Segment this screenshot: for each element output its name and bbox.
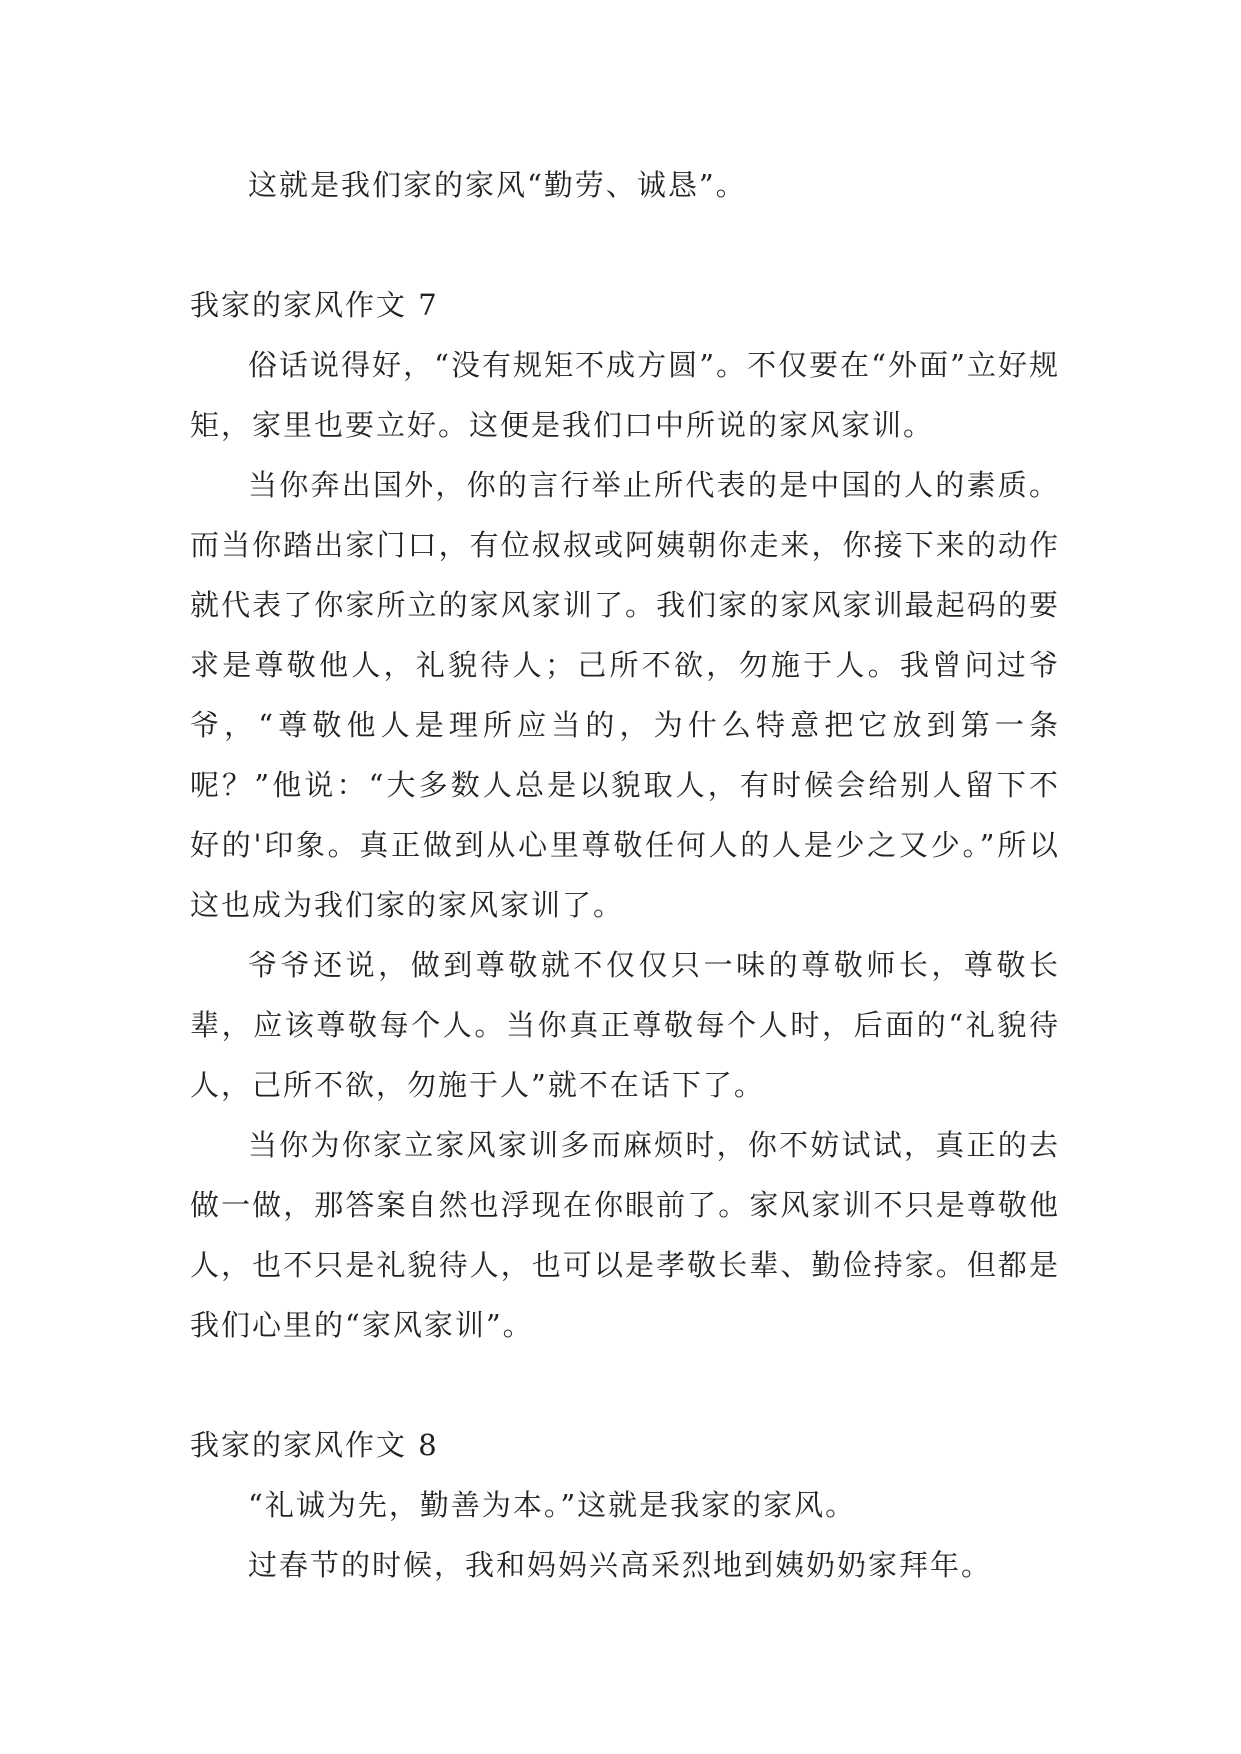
essay-8-paragraph-2: 过春节的时候，我和妈妈兴高采烈地到姨奶奶家拜年。 — [248, 1548, 993, 1582]
section-spacer — [190, 215, 1060, 275]
essay-8-paragraph-1: “礼诚为先，勤善为本。”这就是我家的家风。 — [248, 1488, 857, 1522]
essay-8-title: 我家的家风作文 8 — [190, 1428, 439, 1462]
essay-7-title: 我家的家风作文 7 — [190, 288, 439, 322]
essay-7-paragraph-4: 当你为你家立家风家训多而麻烦时，你不妨试试，真正的去做一做，那答案自然也浮现在你眼前了。家风家训不只是尊敬他人，也不只是礼貌待人，也可以是孝敬长辈、勤俭持家。但都是我们心里的“家风家训”。 — [190, 1128, 1060, 1342]
essay-7-paragraph-2: 当你奔出国外，你的言行举止所代表的是中国的人的素质。而当你踏出家门口，有位叔叔或阿姨朝你走来，你接下来的动作就代表了你家所立的家风家训了。我们家的家风家训最起码的要求是尊敬他人，礼貌待人；己所不欲，勿施于人。我曾问过爷爷，“尊敬他人是理所应当的，为什么特意把它放到第一条呢？”他说：“大多数人总是以貌取人，有时候会给别人留下不好的'印象。真正做到从心里尊敬任何人的人是少之又少。”所以这也成为我们家的家风家训了。 — [190, 468, 1060, 922]
essay-7-paragraph-1: 俗话说得好，“没有规矩不成方圆”。不仅要在“外面”立好规矩，家里也要立好。这便是我们口中所说的家风家训。 — [190, 348, 1060, 442]
section-spacer — [190, 1355, 1060, 1415]
document-body — [190, 155, 1060, 1595]
essay-7-paragraph-3: 爷爷还说，做到尊敬就不仅仅只一味的尊敬师长，尊敬长辈，应该尊敬每个人。当你真正尊敬每个人时，后面的“礼貌待人，己所不欲，勿施于人”就不在话下了。 — [190, 948, 1060, 1102]
paragraph-closing-sixth-essay: 这就是我们家的家风“勤劳、诚恳”。 — [248, 168, 747, 202]
